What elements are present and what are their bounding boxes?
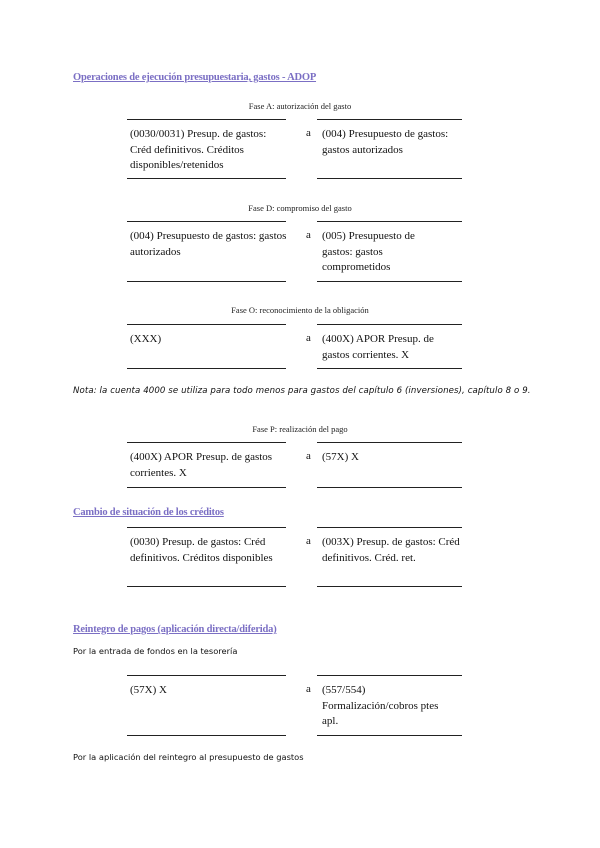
- rule-top-right: [317, 442, 462, 443]
- rule-bottom-left: [127, 281, 286, 282]
- rule-bottom-right: [317, 368, 462, 369]
- rule-bottom-left: [127, 368, 286, 369]
- phase-d-title: Fase D: compromiso del gasto: [248, 203, 352, 213]
- phase-p-debit-entry: (400X) APOR Presup. de gastos corrientes. X: [130, 451, 273, 479]
- phase-p-credit-entry: (57X) X: [322, 451, 359, 463]
- section-heading-credit-change: Cambio de situación de los créditos: [73, 507, 224, 518]
- phase-p-a-label: a: [306, 450, 311, 462]
- account-note: Nota: la cuenta 4000 se utiliza para todo menos para gastos del capítulo 6 (inversiones), capítulo 8 o 9.: [73, 386, 531, 396]
- rule-bottom-left: [127, 586, 286, 587]
- phase-d-debit-entry: (004) Presupuesto de gastos: gastos autorizados: [130, 230, 287, 258]
- refund-debit-entry: (57X) X: [130, 684, 167, 696]
- phase-a-credit-entry: (004) Presupuesto de gastos: gastos autorizados: [322, 128, 449, 156]
- rule-bottom-left: [127, 735, 286, 736]
- rule-bottom-right: [317, 735, 462, 736]
- phase-o-title: Fase O: reconocimiento de la obligación: [231, 305, 369, 315]
- credit-change-credit-entry: (003X) Presup. de gastos: Créd definitivos. Créd. ret.: [322, 536, 460, 564]
- phase-o-a-label: a: [306, 332, 311, 344]
- phase-a-a-label: a: [306, 127, 311, 139]
- phase-o-debit-entry: (XXX): [130, 333, 162, 345]
- refund-treasury-line: Por la entrada de fondos en la tesorería: [73, 646, 238, 656]
- rule-top-right: [317, 675, 462, 676]
- phase-o-credit-entry: (400X) APOR Presup. de gastos corrientes. X: [322, 333, 434, 361]
- rule-bottom-right: [317, 487, 462, 488]
- rule-bottom-left: [127, 178, 286, 179]
- phase-p-title: Fase P: realización del pago: [252, 424, 348, 434]
- phase-d-a-label: a: [306, 229, 311, 241]
- section-heading-refunds: Reintegro de pagos (aplicación directa/diferida): [73, 624, 277, 635]
- rule-top-left: [127, 119, 286, 120]
- credit-change-debit-entry: (0030) Presup. de gastos: Créd definitivos. Créditos disponibles: [130, 536, 273, 564]
- rule-top-left: [127, 324, 286, 325]
- rule-top-left: [127, 675, 286, 676]
- rule-top-right: [317, 527, 462, 528]
- phase-d-credit-entry: (005) Presupuesto de gastos: gastos comprometidos: [322, 230, 415, 273]
- rule-top-right: [317, 324, 462, 325]
- rule-top-right: [317, 221, 462, 222]
- phase-a-title: Fase A: autorización del gasto: [248, 101, 352, 111]
- rule-top-left: [127, 221, 286, 222]
- rule-bottom-right: [317, 281, 462, 282]
- refund-credit-entry: (557/554) Formalización/cobros ptes apl.: [322, 684, 439, 727]
- rule-top-left: [127, 527, 286, 528]
- rule-bottom-right: [317, 178, 462, 179]
- refund-budget-line: Por la aplicación del reintegro al presupuesto de gastos: [73, 752, 304, 762]
- credit-change-a-label: a: [306, 535, 311, 547]
- refund-a-label: a: [306, 683, 311, 695]
- phase-a-debit-entry: (0030/0031) Presup. de gastos: Créd definitivos. Créditos disponibles/retenidos: [130, 128, 267, 171]
- rule-top-right: [317, 119, 462, 120]
- rule-top-left: [127, 442, 286, 443]
- section-heading-adop: Operaciones de ejecución presupuestaria, gastos - ADOP: [73, 72, 317, 83]
- rule-bottom-right: [317, 586, 462, 587]
- rule-bottom-left: [127, 487, 286, 488]
